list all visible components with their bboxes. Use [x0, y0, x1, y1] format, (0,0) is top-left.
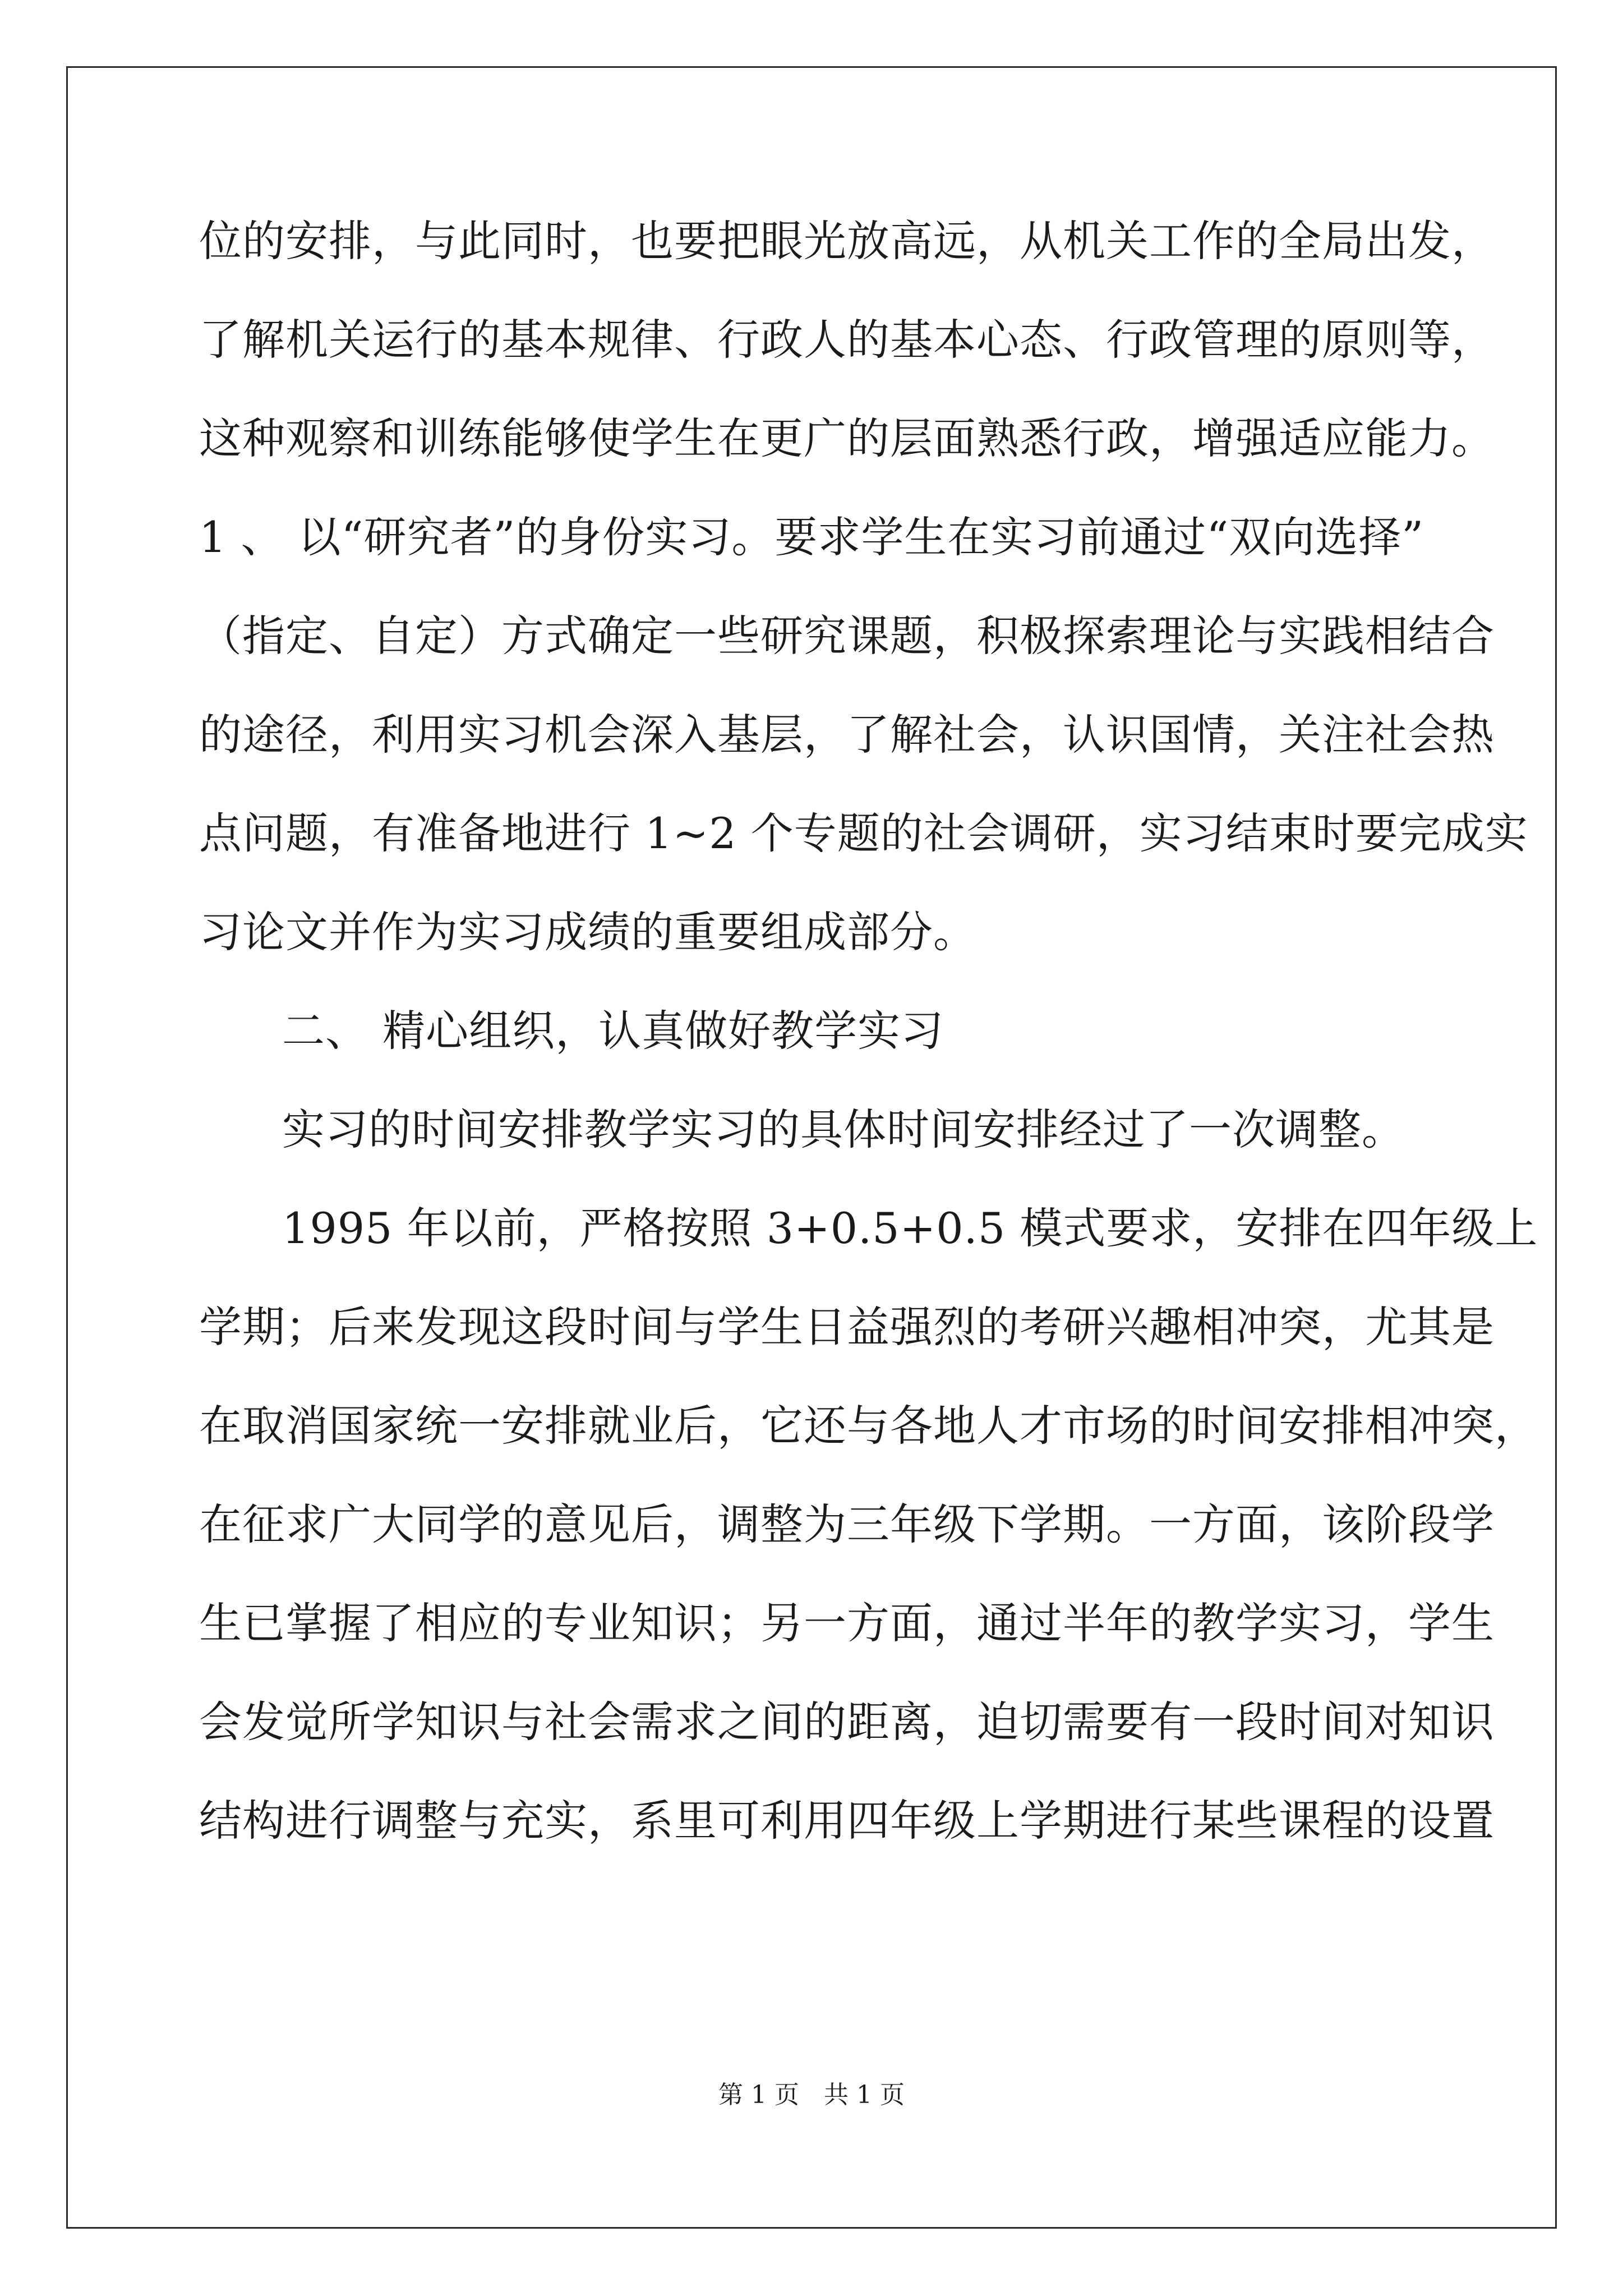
body-line: （指定、自定）方式确定一些研究课题，积极探索理论与实践相结合: [199, 611, 1495, 661]
body-line: 习论文并作为实习成绩的重要组成部分。: [199, 907, 976, 957]
section-heading: 二、 精心组织，认真做好教学实习: [282, 1006, 944, 1056]
body-line: 会发觉所学知识与社会需求之间的距离，迫切需要有一段时间对知识: [199, 1697, 1495, 1747]
body-line: 的途径，利用实习机会深入基层，了解社会，认识国情，关注社会热: [199, 710, 1495, 760]
body-line: 位的安排，与此同时，也要把眼光放高远，从机关工作的全局出发，: [199, 216, 1495, 266]
body-line: 生已掌握了相应的专业知识；另一方面，通过半年的教学实习，学生: [199, 1598, 1495, 1648]
body-line: 实习的时间安排教学实习的具体时间安排经过了一次调整。: [282, 1105, 1405, 1154]
body-line: 1995 年以前，严格按照 3+0.5+0.5 模式要求，安排在四年级上: [282, 1203, 1538, 1253]
body-line: 在取消国家统一安排就业后，它还与各地人才市场的时间安排相冲突，: [199, 1401, 1538, 1451]
body-line: 1 、 以“研究者”的身份实习。要求学生在实习前通过“双向选择”: [199, 512, 1424, 562]
body-line: 了解机关运行的基本规律、行政人的基本心态、行政管理的原则等，: [199, 315, 1495, 365]
body-line: 在征求广大同学的意见后，调整为三年级下学期。一方面，该阶段学: [199, 1499, 1495, 1549]
page-number: 第 1 页 共 1 页: [718, 2081, 905, 2109]
body-line: 点问题，有准备地进行 1~2 个专题的社会调研，实习结束时要完成实: [199, 808, 1528, 858]
body-line: 学期；后来发现这段时间与学生日益强烈的考研兴趣相冲突，尤其是: [199, 1302, 1495, 1352]
body-line: 结构进行调整与充实，系里可利用四年级上学期进行某些课程的设置: [199, 1796, 1495, 1846]
body-line: 这种观察和训练能够使学生在更广的层面熟悉行政，增强适应能力。: [199, 413, 1495, 463]
